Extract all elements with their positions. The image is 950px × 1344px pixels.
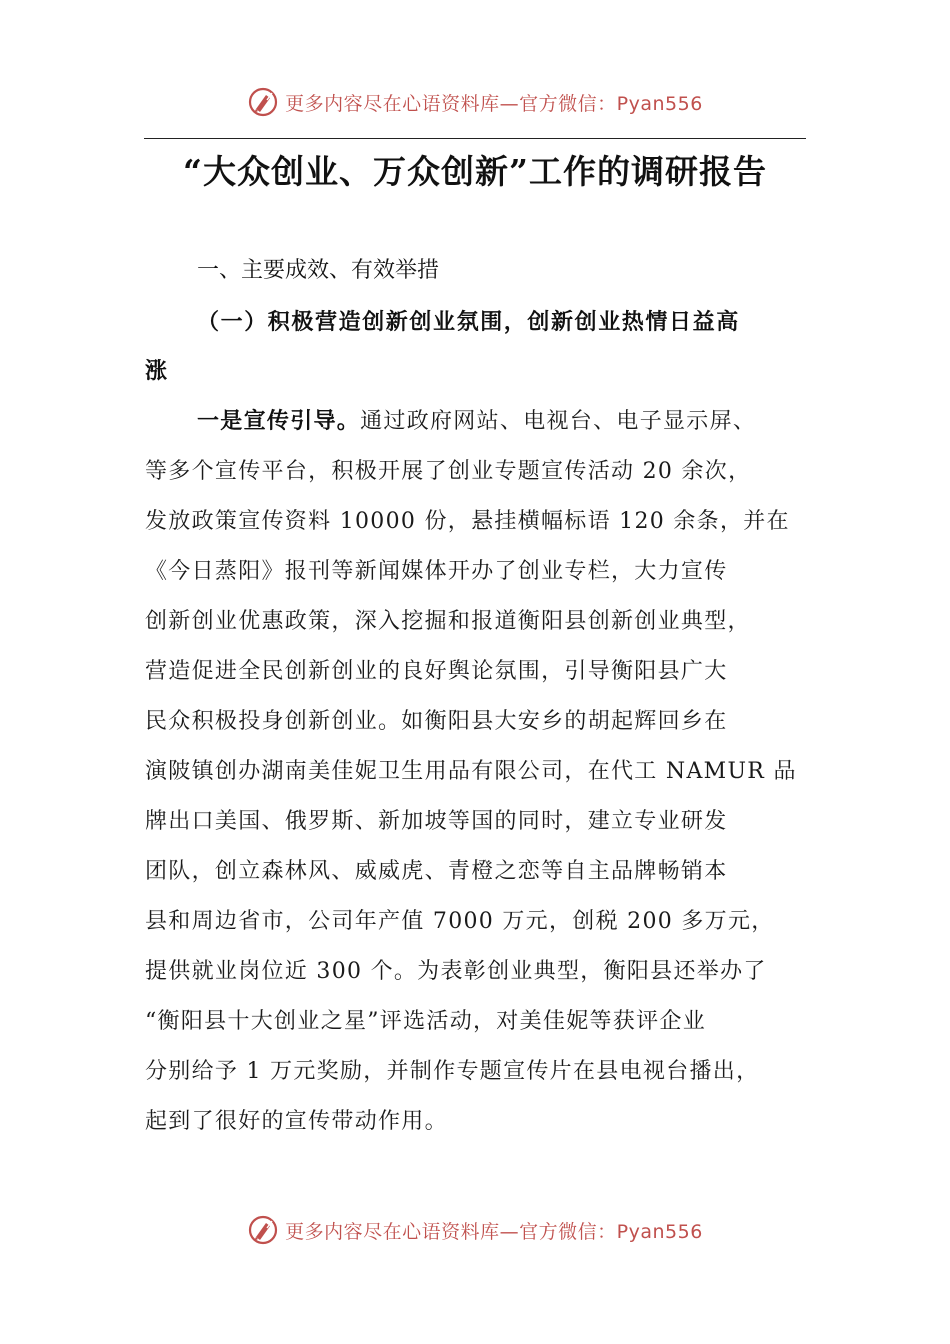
watermark-text: 更多内容尽在心语资料库—官方微信：Pyan556 [285,92,703,115]
paragraph-line: 牌出口美国、俄罗斯、新加坡等国的同时，建立专业研发 [145,809,728,834]
paragraph-line: 发放政策宣传资料 10000 份，悬挂横幅标语 120 余条，并在 [145,509,790,534]
subsection-heading-continued: 涨 [145,359,168,384]
paragraph-line [197,404,756,435]
header-divider [144,138,806,139]
paragraph-line: “衡阳县十大创业之星”评选活动，对美佳妮等获评企业 [145,1009,706,1034]
paragraph-line: 分别给予 1 万元奖励，并制作专题宣传片在县电视台播出， [145,1059,760,1084]
document-title: “大众创业、万众创新”工作的调研报告 [183,152,767,191]
paragraph-line: 县和周边省市，公司年产值 7000 万元，创税 200 多万元， [145,909,775,934]
watermark-text: 更多内容尽在心语资料库—官方微信：Pyan556 [285,1220,703,1243]
paragraph-line: 民众积极投身创新创业。如衡阳县大安乡的胡起辉回乡在 [145,709,728,734]
paragraph-line: 创新创业优惠政策，深入挖掘和报道衡阳县创新创业典型， [145,609,751,634]
watermark-header [0,82,950,122]
paragraph-lead: 一是宣传引导。 [197,409,361,434]
paragraph-line: 《今日蒸阳》报刊等新闻媒体开办了创业专栏，大力宣传 [145,559,728,584]
paragraph-line: 提供就业岗位近 300 个。为表彰创业典型，衡阳县还举办了 [145,959,767,984]
subsection-heading: （一）积极营造创新创业氛围，创新创业热情日益高 [197,310,740,335]
paragraph-line: 起到了很好的宣传带动作用。 [145,1109,448,1134]
paragraph-line: 团队，创立森林风、威威虎、青橙之恋等自主品牌畅销本 [145,859,728,884]
paragraph-line: 演陂镇创办湖南美佳妮卫生用品有限公司，在代工 NAMUR 品 [145,759,797,784]
paragraph-line-text: 通过政府网站、电视台、电子显示屏、 [360,409,757,434]
pen-nib-logo-icon [247,86,279,118]
paragraph-line: 等多个宣传平台，积极开展了创业专题宣传活动 20 余次， [145,459,752,484]
pen-nib-logo-icon [247,1214,279,1246]
section-heading: 一、主要成效、有效举措 [197,258,440,283]
watermark-footer [0,1210,950,1250]
paragraph-line: 营造促进全民创新创业的良好舆论氛围，引导衡阳县广大 [145,659,728,684]
